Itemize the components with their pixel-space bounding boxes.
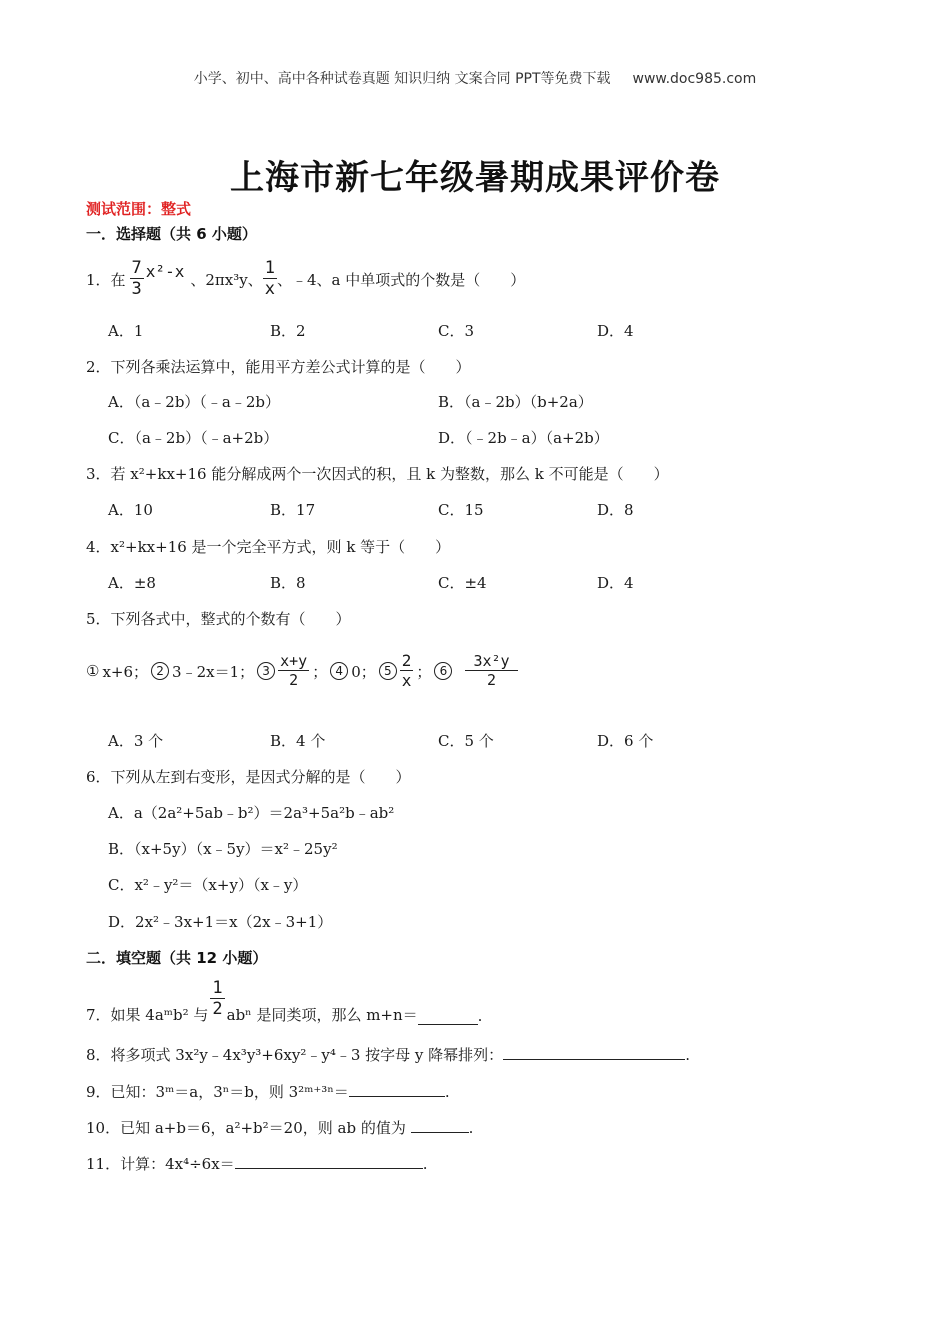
q5-circle-2: 2 xyxy=(151,662,169,680)
q1-frac1-numerator: 7 xyxy=(131,258,142,278)
q5-circle-4: 4 xyxy=(330,662,348,680)
q6-option-a: A．a（2a²+5ab﹣b²）＝2a³+5a²b﹣ab² xyxy=(108,804,395,822)
section-fill-heading: 二．填空题（共 12 小题） xyxy=(86,949,268,967)
q5-items xyxy=(86,646,518,696)
q7-prefix: 7．如果 4aᵐb² 与 xyxy=(86,1006,209,1024)
q5-sep-5: ； xyxy=(416,662,432,681)
q11-text: 11．计算：4x⁴÷6x＝ xyxy=(86,1155,235,1173)
q1-frac2-numerator: 1 xyxy=(264,258,275,278)
q7-frac-denominator: 2 xyxy=(212,999,223,1019)
header-site-link[interactable]: www.doc985.com xyxy=(632,71,757,87)
q5-option-c: C．5 个 xyxy=(438,732,494,750)
test-scope: 测试范围：整式 xyxy=(86,200,192,218)
q5-fraction-3 xyxy=(278,654,309,688)
q1-fraction-1-x xyxy=(263,260,277,298)
q6-option-d: D．2x²﹣3x+1＝x（2x﹣3+1） xyxy=(108,913,333,931)
q5-frac6-numerator: 3x²y xyxy=(465,654,517,671)
q7-suffix: abⁿ 是同类项，那么 m+n＝ xyxy=(226,1006,418,1024)
q5-item-1: x+6； xyxy=(102,662,149,681)
q3-option-c: C．15 xyxy=(438,501,484,519)
q1-option-c: C．3 xyxy=(438,322,475,340)
q5-frac5-numerator: 2 xyxy=(401,651,412,670)
q5-option-b: B．4 个 xyxy=(270,732,326,750)
q2-option-b: B．（a﹣2b）（b+2a） xyxy=(438,393,593,411)
header-text: 小学、初中、高中各种试卷真题 知识归纳 文案合同 PPT等免费下载 xyxy=(193,71,611,87)
q2-option-d: D．（﹣2b﹣a）（a+2b） xyxy=(438,429,609,447)
q2-option-a: A．（a﹣2b）（﹣a﹣2b） xyxy=(108,393,281,411)
question-7 xyxy=(86,980,482,1028)
q3-option-b: B．17 xyxy=(270,501,316,519)
q5-frac3-numerator: x+y xyxy=(280,652,308,670)
section-choice-heading: 一．选择题（共 6 小题） xyxy=(86,225,257,243)
q5-frac3-denominator: 2 xyxy=(289,671,299,689)
q5-fraction-5 xyxy=(400,653,414,689)
q1-option-a: A．1 xyxy=(108,322,144,340)
q7-frac-numerator: 1 xyxy=(212,978,223,998)
q5-frac6-denominator: 2 xyxy=(486,671,497,689)
q1-option-b: B．2 xyxy=(270,322,306,340)
q7-end: . xyxy=(477,1007,483,1025)
q1-expression: x²-x xyxy=(145,261,185,281)
q11-answer-blank[interactable] xyxy=(235,1154,423,1169)
question-8 xyxy=(86,1044,690,1065)
q2-option-c: C．（a﹣2b）（﹣a+2b） xyxy=(108,429,279,447)
q1-prefix: 1．在 xyxy=(86,270,126,289)
q5-option-d: D．6 个 xyxy=(597,732,654,750)
q4-option-c: C．±4 xyxy=(438,574,487,592)
q4-option-b: B．8 xyxy=(270,574,306,592)
question-5: 5．下列各式中，整式的个数有（ ） xyxy=(86,610,351,628)
question-2: 2．下列各乘法运算中，能用平方差公式计算的是（ ） xyxy=(86,358,471,376)
q9-answer-blank[interactable] xyxy=(349,1082,445,1097)
q6-option-b: B．（x+5y）（x﹣5y）＝x²﹣25y² xyxy=(108,840,338,858)
q11-end: . xyxy=(422,1155,428,1173)
q4-option-d: D．4 xyxy=(597,574,634,592)
q1-suffix: 、﹣4、a 中单项式的个数是（ ） xyxy=(276,270,526,289)
q1-frac1-denominator: 3 xyxy=(131,279,142,299)
page-header xyxy=(0,68,950,88)
q1-option-d: D．4 xyxy=(597,322,634,340)
question-4: 4．x²+kx+16 是一个完全平方式，则 k 等于（ ） xyxy=(86,538,451,556)
q5-frac5-denominator: x xyxy=(401,671,412,690)
question-1 xyxy=(86,254,525,304)
q8-end: . xyxy=(685,1046,690,1064)
q9-end: . xyxy=(444,1083,450,1101)
q10-text: 10．已知 a+b＝6，a²+b²＝20，则 ab 的值为 xyxy=(86,1119,411,1137)
question-6: 6．下列从左到右变形，是因式分解的是（ ） xyxy=(86,768,411,786)
q1-fraction-7-3 xyxy=(130,260,144,298)
q1-frac2-denominator: x xyxy=(264,279,275,299)
q7-answer-blank[interactable] xyxy=(418,1010,478,1025)
page-title: 上海市新七年级暑期成果评价卷 xyxy=(230,158,720,198)
question-10 xyxy=(86,1117,473,1138)
q5-sep-3: ； xyxy=(312,662,328,681)
q7-fraction xyxy=(210,980,224,1018)
q6-option-c: C．x²﹣y²＝（x+y）（x﹣y） xyxy=(108,876,308,894)
q10-end: . xyxy=(468,1119,474,1137)
question-11 xyxy=(86,1153,427,1174)
q8-text: 8．将多项式 3x²y﹣4x³y³+6xy²﹣y⁴﹣3 按字母 y 降幂排列： xyxy=(86,1046,504,1064)
question-3: 3．若 x²+kx+16 能分解成两个一次因式的积，且 k 为整数，那么 k 不可能是（ ） xyxy=(86,465,669,483)
q5-label-1: ① xyxy=(86,662,100,680)
question-9 xyxy=(86,1081,450,1102)
q5-circle-3: 3 xyxy=(257,662,275,680)
q4-option-a: A．±8 xyxy=(108,574,156,592)
q1-middle: 、2πx³y、 xyxy=(190,270,263,289)
q3-option-d: D．8 xyxy=(597,501,634,519)
q10-answer-blank[interactable] xyxy=(411,1118,469,1133)
q9-text: 9．已知：3ᵐ＝a，3ⁿ＝b，则 3²ᵐ⁺³ⁿ＝ xyxy=(86,1083,349,1101)
q5-item-4: 0； xyxy=(351,662,376,681)
q5-item-2: 3﹣2x＝1； xyxy=(172,662,255,681)
q8-answer-blank[interactable] xyxy=(503,1045,685,1060)
q5-circle-6: 6 xyxy=(434,662,452,680)
q5-fraction-6 xyxy=(465,654,517,688)
q3-option-a: A．10 xyxy=(108,501,153,519)
q5-circle-5: 5 xyxy=(379,662,397,680)
q5-option-a: A．3 个 xyxy=(108,732,164,750)
